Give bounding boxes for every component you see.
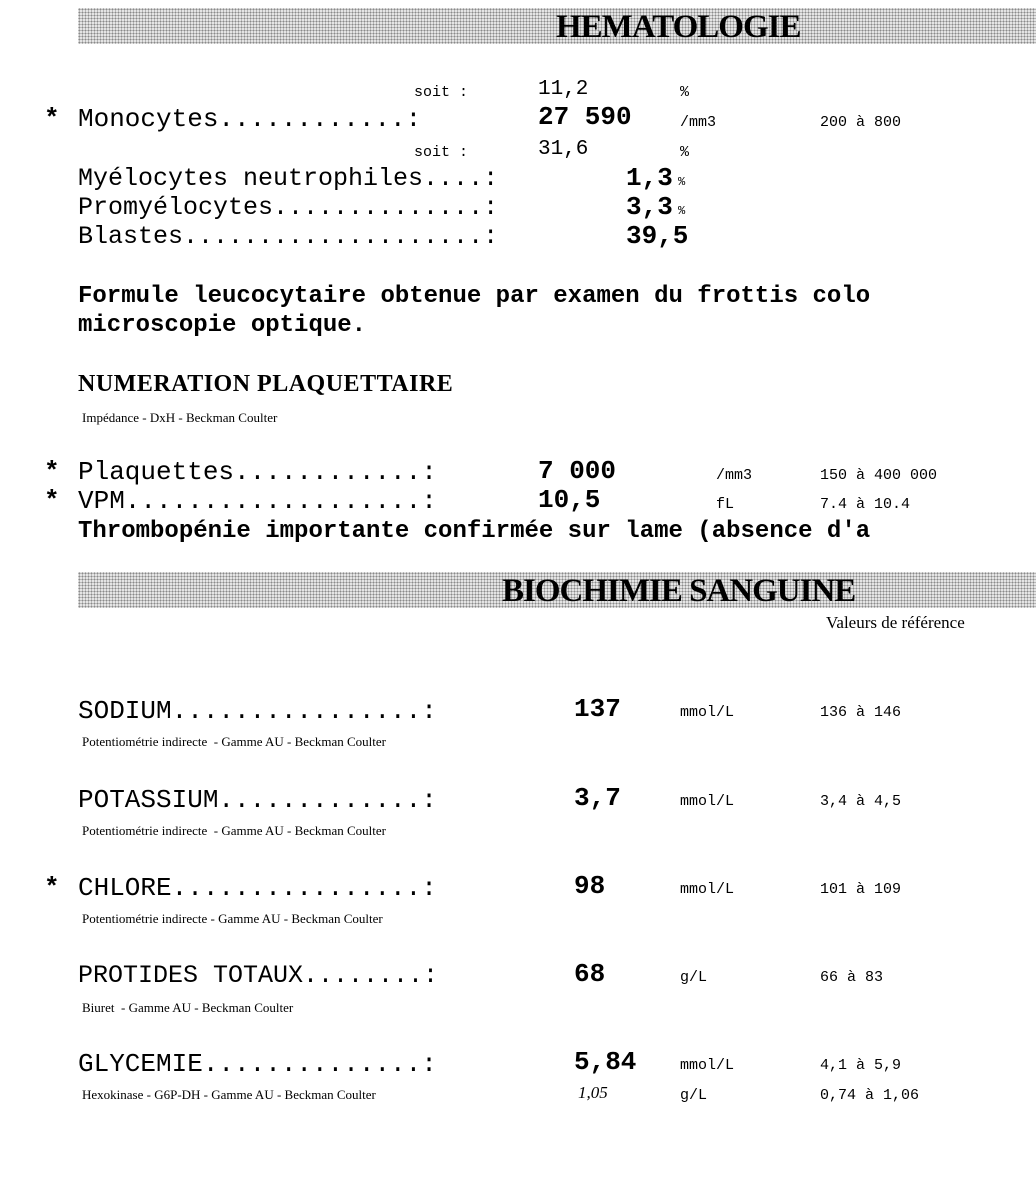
abnormal-flag: *	[44, 457, 60, 487]
plaquettes-value: 7 000	[538, 456, 617, 486]
promyelocytes-value: 3,3	[626, 192, 673, 222]
glycemie-method: Hexokinase - G6P-DH - Gamme AU - Beckman Coulter	[82, 1087, 376, 1102]
section-title-hematologie: HEMATOLOGIE	[556, 9, 801, 45]
protides-unit: g/L	[680, 969, 708, 986]
sodium-unit: mmol/L	[680, 704, 735, 721]
monocytes-label: Monocytes............:	[78, 104, 422, 134]
chlore-method: Potentiométrie indirecte - Gamme AU - Beckman Coulter	[82, 911, 383, 926]
glycemie-ref-gl: 0,74 à 1,06	[820, 1087, 920, 1104]
chlore-value: 98	[574, 871, 606, 901]
biochimie-banner	[78, 572, 1036, 608]
plaquettes-unit: /mm3	[716, 467, 753, 484]
glycemie-ref: 4,1 à 5,9	[820, 1057, 902, 1074]
abnormal-flag: *	[44, 873, 60, 903]
chlore-unit: mmol/L	[680, 881, 735, 898]
numeration-method: Impédance - DxH - Beckman Coulter	[82, 410, 278, 425]
monocytes-value: 27 590	[538, 102, 632, 132]
protides-label: PROTIDES TOTAUX........:	[78, 961, 439, 990]
potassium-method: Potentiométrie indirecte - Gamme AU - Beckman Coulter	[82, 823, 386, 838]
vpm-ref: 7.4 à 10.4	[820, 496, 911, 513]
abnormal-flag: *	[44, 486, 60, 516]
protides-value: 68	[574, 959, 606, 989]
section-title-biochimie: BIOCHIMIE SANGUINE	[502, 573, 856, 609]
protides-ref: 66 à 83	[820, 969, 884, 986]
glycemie-value-gl: 1,05	[578, 1083, 608, 1102]
reference-values-header: Valeurs de référence	[826, 613, 965, 632]
myelocytes-value: 1,3	[626, 163, 673, 193]
abnormal-flag: *	[44, 104, 60, 134]
soit-value: 11,2	[538, 78, 589, 101]
potassium-unit: mmol/L	[680, 793, 735, 810]
glycemie-unit: mmol/L	[680, 1057, 735, 1074]
soit-unit: %	[680, 144, 690, 161]
soit-unit: %	[680, 84, 690, 101]
promyelocytes-label: Promyélocytes..............:	[78, 193, 499, 222]
plaquettes-ref: 150 à 400 000	[820, 467, 938, 484]
sodium-value: 137	[574, 694, 621, 724]
monocytes-unit: /mm3	[680, 114, 717, 131]
vpm-unit: fL	[716, 496, 735, 513]
potassium-ref: 3,4 à 4,5	[820, 793, 902, 810]
potassium-label: POTASSIUM.............:	[78, 785, 437, 815]
soit-value: 31,6	[538, 138, 589, 161]
sodium-method: Potentiométrie indirecte - Gamme AU - Beckman Coulter	[82, 734, 386, 749]
soit-label: soit :	[414, 144, 469, 161]
blastes-label: Blastes....................:	[78, 222, 499, 251]
chlore-label: CHLORE................:	[78, 873, 437, 903]
glycemie-unit-gl: g/L	[680, 1087, 708, 1104]
formule-note-line1: Formule leucocytaire obtenue par examen du frottis colo	[78, 283, 871, 310]
thrombopenie-note: Thrombopénie importante confirmée sur lame (absence d'a	[78, 518, 871, 545]
vpm-value: 10,5	[538, 485, 601, 515]
formule-note-line2: microscopie optique.	[78, 312, 367, 339]
hematologie-banner	[78, 8, 1036, 44]
numeration-heading: NUMERATION PLAQUETTAIRE	[78, 371, 454, 397]
chlore-ref: 101 à 109	[820, 881, 902, 898]
potassium-value: 3,7	[574, 783, 621, 813]
sodium-ref: 136 à 146	[820, 704, 902, 721]
vpm-label: VPM...................:	[78, 486, 437, 516]
myelocytes-label: Myélocytes neutrophiles....:	[78, 164, 499, 193]
monocytes-ref: 200 à 800	[820, 114, 902, 131]
sodium-label: SODIUM................:	[78, 696, 437, 726]
myelocytes-unit: %	[678, 175, 686, 189]
blastes-value: 39,5	[626, 221, 689, 251]
glycemie-label: GLYCEMIE..............:	[78, 1049, 437, 1079]
glycemie-value: 5,84	[574, 1047, 637, 1077]
protides-method: Biuret - Gamme AU - Beckman Coulter	[82, 1000, 294, 1015]
promyelocytes-unit: %	[678, 204, 686, 218]
plaquettes-label: Plaquettes............:	[78, 457, 437, 487]
soit-label: soit :	[414, 84, 469, 101]
